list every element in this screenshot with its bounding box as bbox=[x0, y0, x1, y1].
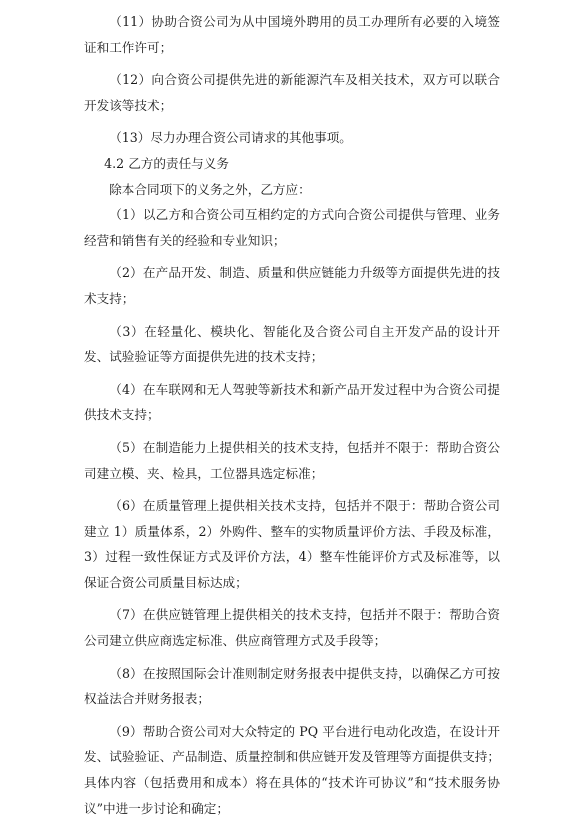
obligation-5: （5）在制造能力上提供相关的技术支持，包括并不限于：帮助合资公司建立模、夹、检具，工位器具选定标准； bbox=[84, 439, 500, 481]
section-heading-4-2: 4.2 乙方的责任与义务 bbox=[104, 155, 229, 171]
obligation-2: （2）在产品开发、制造、质量和供应链能力升级等方面提供先进的技术支持； bbox=[84, 265, 500, 306]
section-intro: 除本合同项下的义务之外，乙方应： bbox=[109, 181, 311, 197]
obligation-8: （8）在按照国际会计准则制定财务报表中提供支持，以确保乙方可按权益法合并财务报表； bbox=[84, 665, 500, 707]
obligation-3: （3）在轻量化、模块化、智能化及合资公司自主开发产品的设计开发、试验验证等方面提供先进的技术支持； bbox=[84, 323, 500, 365]
obligation-6: （6）在质量管理上提供相关技术支持，包括并不限于：帮助合资公司建立 1）质量体系，2）外购件、整车的实物质量评价方法、手段及标准，3）过程一致性保证方式及评价方法，4）整车性能评价方式及标准等，以保证合资公司质量目标达成； bbox=[84, 498, 500, 590]
clause-13: （13）尽力办理合资公司请求的其他事项。 bbox=[109, 130, 352, 146]
obligation-9: （9）帮助合资公司对大众特定的 PQ 平台进行电动化改造，在设计开发、试验验证、产品制造、质量控制和供应链开发及管理等方面提供支持；具体内容（包括费用和成本）将在具体的“技术许可协议”和“技术服务协议”中进一步讨论和确定； bbox=[84, 723, 500, 816]
clause-11: （11）协助合资公司为从中国境外聘用的员工办理所有必要的入境签证和工作许可； bbox=[84, 14, 500, 55]
obligation-7: （7）在供应链管理上提供相关的技术支持，包括并不限于：帮助合资公司建立供应商选定标准、供应商管理方式及手段等； bbox=[84, 607, 500, 649]
clause-12: （12）向合资公司提供先进的新能源汽车及相关技术，双方可以联合开发该等技术； bbox=[84, 72, 500, 113]
obligation-4: （4）在车联网和无人驾驶等新技术和新产品开发过程中为合资公司提供技术支持； bbox=[84, 381, 500, 423]
obligation-1: （1）以乙方和合资公司互相约定的方式向合资公司提供与管理、业务经营和销售有关的经验和专业知识； bbox=[84, 207, 500, 248]
